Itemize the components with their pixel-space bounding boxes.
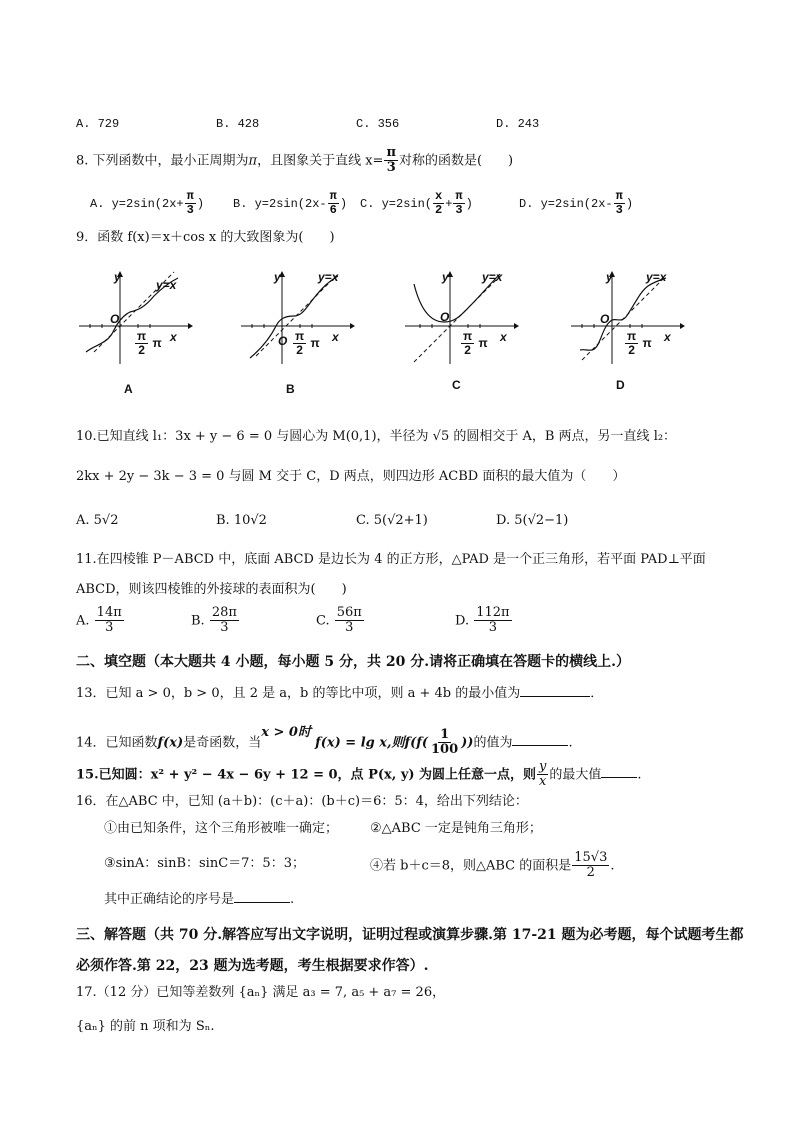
q9-graph-c-origin: O bbox=[440, 310, 450, 324]
q10-option-d: D. 5(√2−1) bbox=[496, 513, 569, 528]
q9-graph-d-origin: O bbox=[600, 312, 610, 326]
q9-graph-b-y-label: y bbox=[274, 270, 281, 284]
q10-option-c: C. 5(√2+1) bbox=[356, 513, 428, 528]
q14: 14．已知函数f(x)是奇函数，当x > 0时 f(x) = lg x,则f(f( $\frac{1}{100}$ ))的值为 . bbox=[76, 725, 573, 758]
q11-option-c: C. $\frac{56\pi}{3}$ bbox=[316, 605, 362, 636]
q17-line1: 17.（12 分）已知等差数列 {aₙ} 满足 a₃ = 7, a₅ + a₇ = 26， bbox=[76, 985, 446, 1000]
q9-graph-b-x-label: x bbox=[332, 330, 339, 344]
q9-graph-a-label: A bbox=[124, 382, 133, 396]
section-2-heading: 二、填空题（本大题共 4 小题，每小题 5 分，共 20 分.请将正确填在答题卡的横线上.） bbox=[76, 654, 630, 670]
q9-graph-b-origin: O bbox=[278, 334, 288, 348]
q16-answer-blank bbox=[234, 902, 290, 903]
q13-answer-blank bbox=[520, 696, 590, 697]
q10-option-b: B. 10√2 bbox=[216, 513, 267, 528]
q11-option-a: A. $\frac{14\pi}{3}$ bbox=[76, 605, 122, 636]
q9-graph-c-tick-half-pi: $\frac{\pi}{2}$ π bbox=[463, 329, 488, 358]
q17-line2: {aₙ} 的前 n 项和为 Sₙ. bbox=[76, 1019, 215, 1034]
q9-graph-a-origin: O bbox=[110, 312, 120, 326]
q8-option-a: A. y=2sin(2x+ $\frac{\pi}{3}$ ) bbox=[90, 189, 205, 218]
q7-option-d: D. 243 bbox=[496, 117, 540, 131]
q8-option-b: B. y=2sin(2x- $\frac{\pi}{6}$ ) bbox=[233, 189, 348, 218]
q9-graph-b-tick-half-pi: $\frac{\pi}{2}$ π bbox=[295, 329, 320, 358]
q11-line1: 11.在四棱锥 P－ABCD 中，底面 ABCD 是边长为 4 的正方形，△PAD 是一个正三角形，若平面 PAD⊥平面 bbox=[76, 552, 706, 567]
q16-conclusion-3: ③sinA：sinB：sinC＝7：5：3； bbox=[104, 856, 305, 871]
q15-answer-blank bbox=[601, 777, 637, 778]
section-3-heading-line2: 必须作答.第 22，23 题为选考题，考生根据要求作答）. bbox=[76, 958, 429, 974]
q9-graph-c-label: C bbox=[452, 378, 461, 392]
q9-graph-a-line-label: y=x bbox=[156, 278, 177, 292]
q16-conclusion-1: ①由已知条件，这个三角形被唯一确定； bbox=[104, 821, 339, 836]
q11-option-b: B. $\frac{28\pi}{3}$ bbox=[191, 605, 237, 636]
q9-graph-d-label: D bbox=[616, 378, 625, 392]
q9-stem: 9．函数 f(x)＝x＋cos x 的大致图象为( ) bbox=[76, 230, 335, 245]
q9-graph-c-line-label: y=x bbox=[482, 270, 503, 284]
q14-answer-blank bbox=[512, 745, 568, 746]
q8-option-c: C. y=2sin( $\frac{x}{2}$ + $\frac{\pi}{3}$ ) bbox=[360, 189, 473, 218]
q9-graph-a-tick-half-pi: $\frac{\pi}{2}$ π bbox=[137, 329, 162, 358]
q7-option-a: A. 729 bbox=[76, 117, 120, 131]
q11-line2: ABCD，则该四棱锥的外接球的表面积为( ) bbox=[76, 582, 347, 597]
q8-option-d: D. y=2sin(2x- $\frac{\pi}{3}$ ) bbox=[519, 189, 634, 218]
q16-ask: 其中正确结论的序号是 . bbox=[104, 892, 295, 907]
q11-option-d: D. $\frac{112\pi}{3}$ bbox=[455, 605, 510, 636]
q9-graph-a-y-label: y bbox=[114, 270, 121, 284]
q9-graph-a-x-label: x bbox=[170, 330, 177, 344]
q10-line2: 2kx + 2y − 3k − 3 = 0 与圆 M 交于 C，D 两点，则四边形 ACBD 面积的最大值为（ ） bbox=[76, 469, 626, 484]
q9-graph-b-label: B bbox=[286, 382, 295, 396]
q13: 13．已知 a > 0，b > 0，且 2 是 a，b 的等比中项，则 a + 4b 的最小值为 ． bbox=[76, 686, 604, 701]
q8-stem: 8. 下列函数中，最小正周期为π，且图象关于直线 x= $\frac{\pi}{3}$ 对称的函数是( ) bbox=[76, 145, 514, 176]
q9-graph-d-line-label: y=x bbox=[646, 270, 667, 284]
q15: 15.已知圆：x² + y² − 4x − 6y + 12 = 0，点 P(x, y) 为圆上任意一点，则 $\frac{y}{x}$ 的最大值 . bbox=[76, 759, 642, 790]
q7-option-c: C. 356 bbox=[356, 117, 400, 131]
q7-option-b: B. 428 bbox=[216, 117, 260, 131]
q9-graph-d-x-label: x bbox=[664, 330, 671, 344]
q9-graph-b-line-label: y=x bbox=[318, 270, 339, 284]
q9-graph-d-tick-half-pi: $\frac{\pi}{2}$ π bbox=[627, 329, 652, 358]
q16-conclusion-4: ④若 b＋c＝8，则△ABC 的面积是 $\frac{15√3}{2}$ . bbox=[370, 850, 615, 881]
q9-graph-c-x-label: x bbox=[500, 330, 507, 344]
q16-stem: 16．在△ABC 中，已知 (a＋b)：(c＋a)：(b＋c)＝6：5：4，给出下列结论： bbox=[76, 794, 528, 809]
q10-line1: 10.已知直线 l₁：3x + y − 6 = 0 与圆心为 M(0,1)，半径为 √5 的圆相交于 A，B 两点，另一直线 l₂： bbox=[76, 429, 677, 444]
q9-graph-d-y-label: y bbox=[606, 270, 613, 284]
q16-conclusion-2: ②△ABC 一定是钝角三角形； bbox=[370, 821, 542, 836]
q9-graph-c-y-label: y bbox=[442, 270, 449, 284]
section-3-heading-line1: 三、解答题（共 70 分.解答应写出文字说明，证明过程或演算步骤.第 17-21 题为必考题，每个试题考生都 bbox=[76, 927, 744, 943]
q10-option-a: A. 5√2 bbox=[76, 513, 119, 528]
